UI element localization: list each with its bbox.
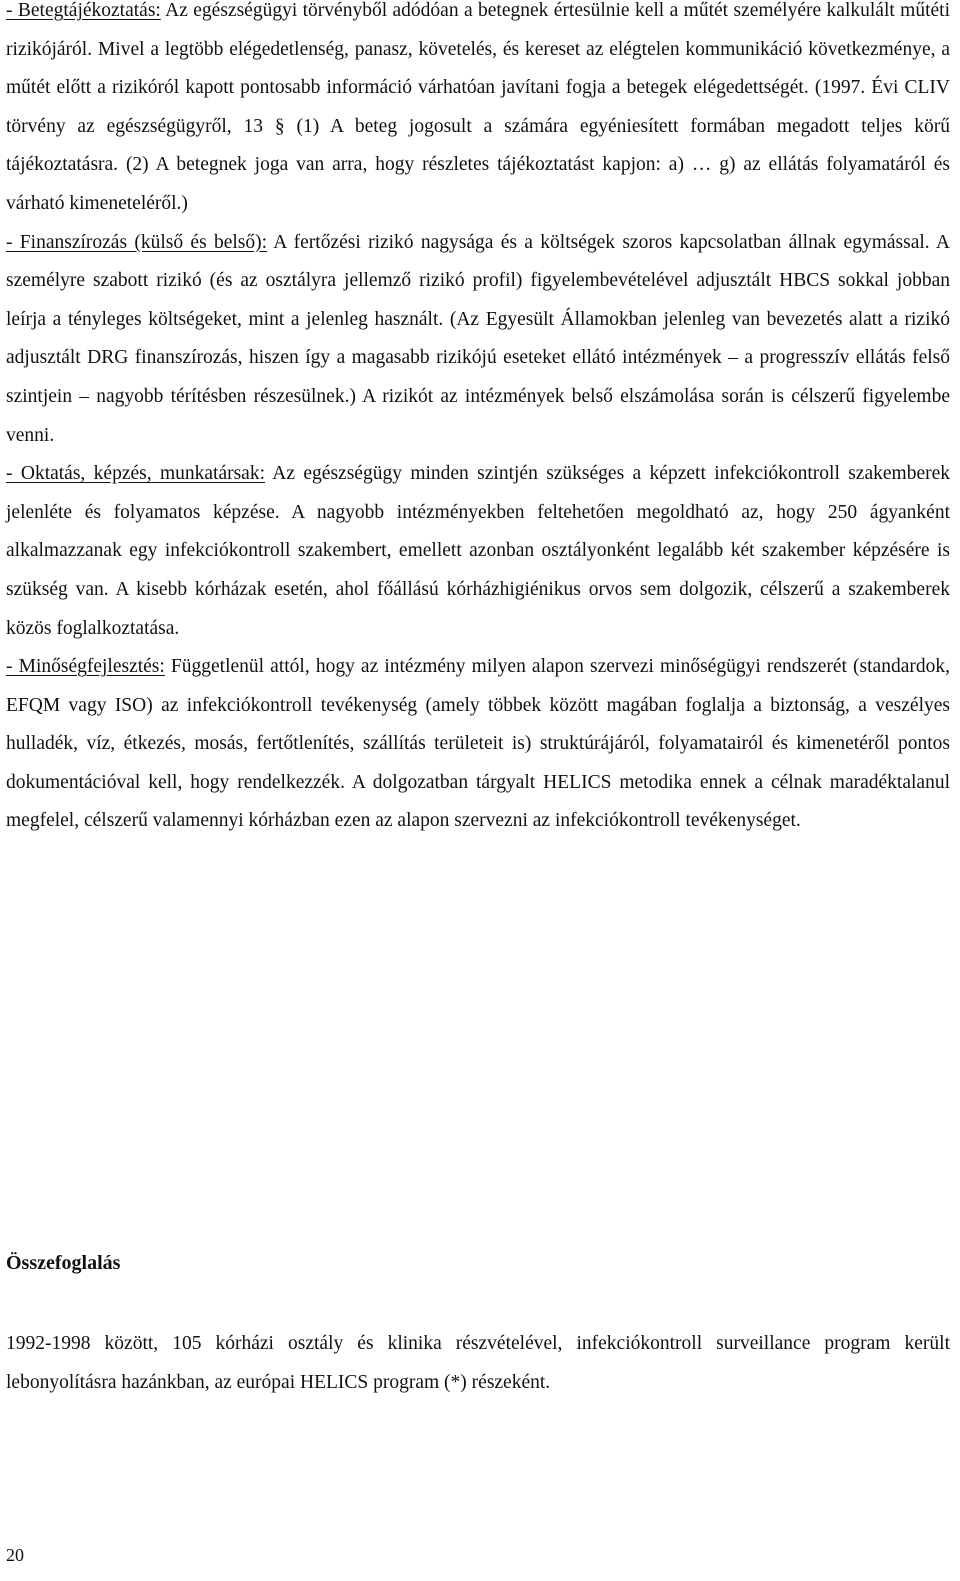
- page-number: 20: [6, 1545, 24, 1565]
- paragraph-minosegfejlesztes: [6, 648, 950, 841]
- paragraph-text: Függetlenül attól, hogy az intézmény milyen alapon szervezi minőségügyi rendszerét (standardok, EFQM vagy ISO) az infekciókontroll tevékenység (amely többek között magában foglalja a biztonság, a veszélyes hulladék, víz, étkezés, mosás, fertőtlenítés, szállítás területeit is) struktúrájáról, folyamatairól és kimenetéről pontos dokumentációval kell, hogy rendelkezzék. A dolgozatban tárgyalt HELICS metodika ennek a célnak maradéktalanul megfelel, célszerű valamennyi kórházban ezen az alapon szervezni az infekciókontroll tevékenységet.: [6, 656, 950, 832]
- paragraph-lead: - Oktatás, képzés, munkatársak:: [6, 463, 266, 485]
- summary-paragraph: 1992-1998 között, 105 kórházi osztály és klinika részvételével, infekciókontroll surveillance program került lebonyolításra hazánkban, az európai HELICS program (*) részeként.: [6, 1333, 950, 1393]
- paragraph-text: A fertőzési rizikó nagysága és a költségek szoros kapcsolatban állnak egymással. A személyre szabott rizikó (és az osztályra jellemző rizikó profil) figyelembevételével adjusztált HBCS sokkal jobban leírja a tényleges költségeket, mint a jelenleg használt. (Az Egyesült Államokban jelenleg van bevezetés alatt a rizikó adjusztált DRG finanszírozás, hiszen így a magasabb rizikójú eseteket ellátó intézmények – a progresszív ellátás felső szintjein – nagyobb térítésben részesülnek.) A rizikót az intézmények belső elszámolása során is célszerű figyelembe venni.: [6, 231, 950, 446]
- paragraph-lead: - Minőségfejlesztés:: [6, 656, 165, 678]
- paragraph-lead: - Finanszírozás (külső és belső):: [6, 231, 268, 253]
- section-heading: Összefoglalás: [6, 1252, 121, 1274]
- paragraph-text: Az egészségügy minden szintjén szükséges a képzett infekciókontroll szakemberek jelenléte és folyamatos képzése. A nagyobb intézményekben feltehetően megoldható az, hogy 250 ágyanként alkalmazzanak egy infekciókontroll szakembert, emellett azonban osztályonként legalább két szakember képzésére is szükség van. A kisebb kórházak esetén, ahol főállású kórházhigiénikus orvos sem dolgozik, célszerű a szakemberek közös foglalkoztatása.: [6, 463, 950, 639]
- paragraph-oktatas: [6, 455, 950, 648]
- paragraph-lead: - Betegtájékoztatás:: [6, 0, 161, 21]
- paragraph-betegtajekoztatas: [6, 0, 950, 224]
- paragraph-finanszirozas: [6, 224, 950, 456]
- paragraph-text: Az egészségügyi törvényből adódóan a betegnek értesülnie kell a műtét személyére kalkulált műtéti rizikójáról. Mivel a legtöbb elégedetlenség, panasz, követelés, és kereset az elégtelen kommunikáció következménye, a műtét előtt a rizikóról kapott pontosabb információ várhatóan javítani fogja a betegek elégedettségét. (1997. Évi CLIV törvény az egészségügyről, 13 § (1) A beteg jogosult a számára egyéniesített formában megadott teljes körű tájékoztatásra. (2) A betegnek joga van arra, hogy részletes tájékoztatást kapjon: a) … g) az ellátás folyamatáról és várható kimeneteléről.): [6, 0, 950, 214]
- document-page: [6, 0, 950, 1393]
